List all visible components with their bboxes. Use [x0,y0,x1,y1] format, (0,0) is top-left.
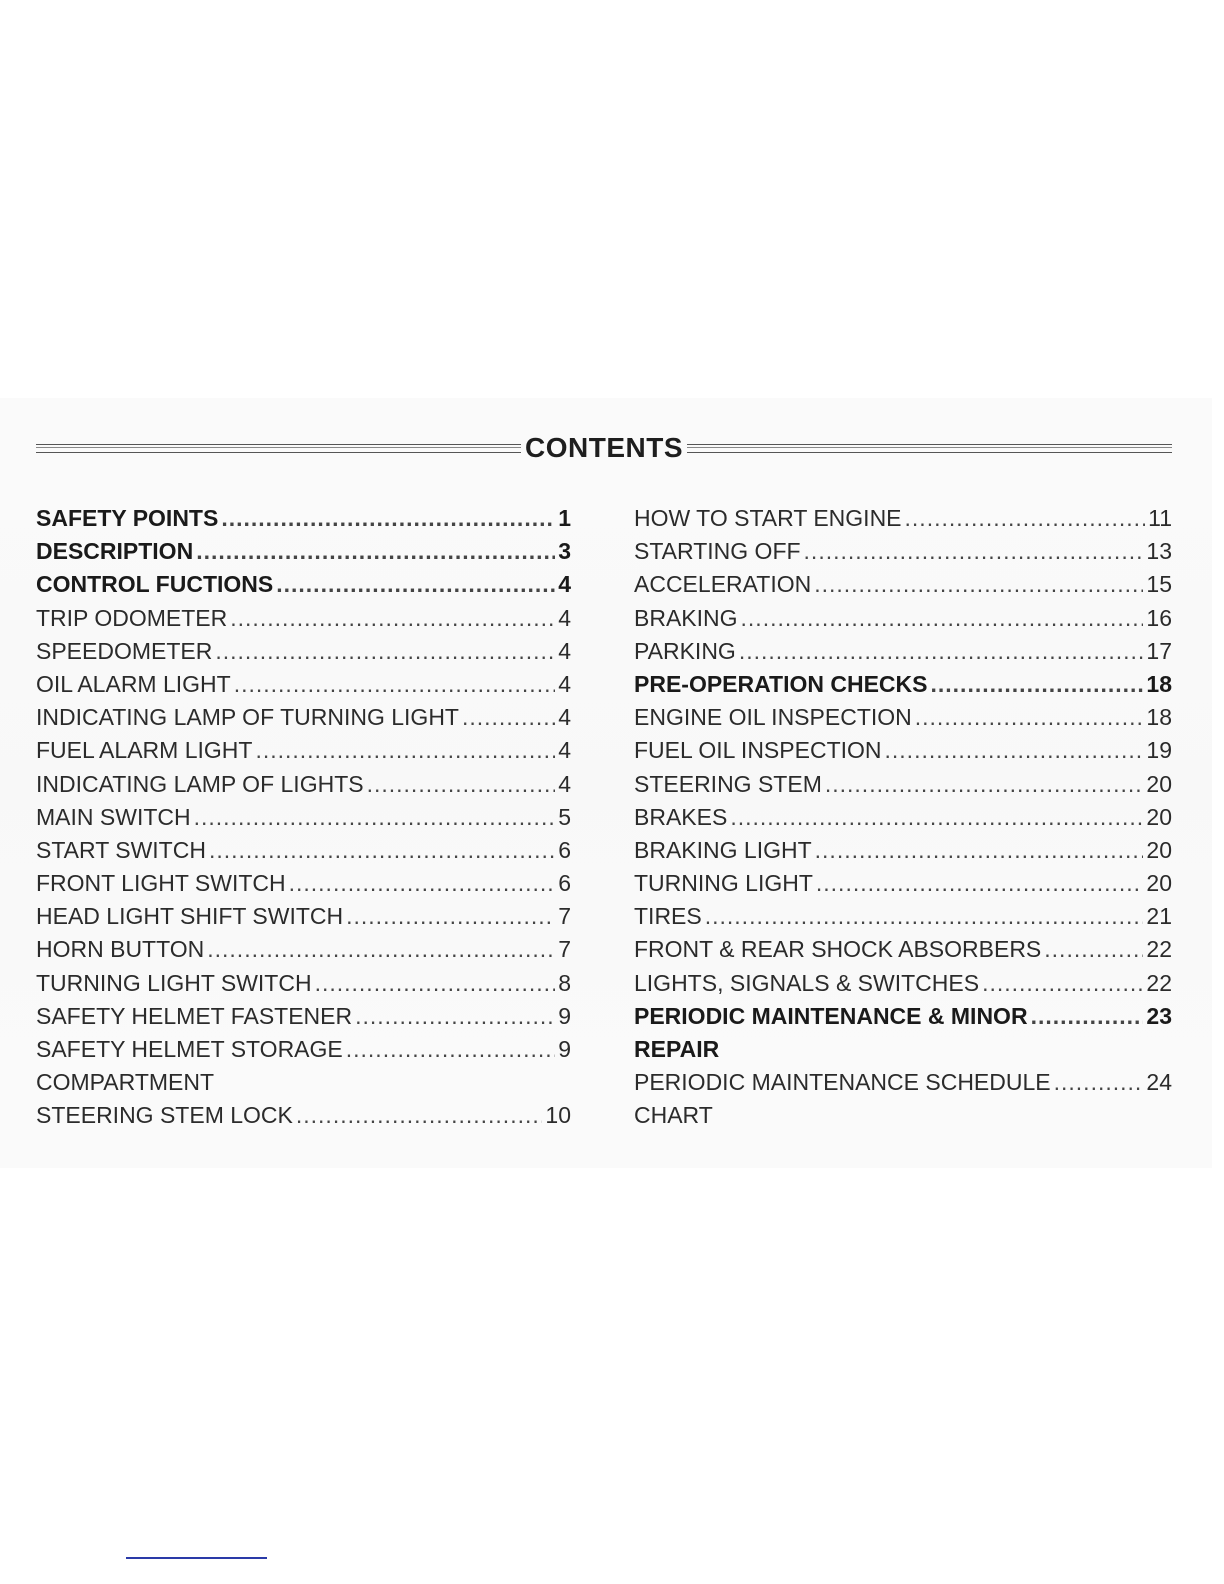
toc-page-number: 4 [558,704,571,731]
dot-leader [215,635,555,668]
toc-entry-continuation: CHART [634,1102,713,1129]
toc-entry[interactable] [36,768,571,801]
toc-page-number: 6 [558,870,571,897]
toc-entry-title: BRAKES [634,803,728,830]
toc-entry[interactable] [634,602,1172,635]
toc-page-number: 20 [1146,836,1172,863]
toc-entry-title: SAFETY HELMET STORAGE [36,1036,343,1062]
dot-leader [296,1099,543,1132]
toc-entry[interactable] [36,1099,571,1132]
toc-page-number: 17 [1146,637,1172,664]
toc-entry-title: INDICATING LAMP OF TURNING LIGHT [36,704,459,731]
toc-page-number: 4 [558,737,571,764]
toc-entry[interactable] [634,535,1172,568]
dot-leader [196,535,555,568]
toc-entry-title: DESCRIPTION [36,538,194,565]
dot-leader [741,602,1144,635]
toc-page-number: 20 [1146,870,1172,897]
toc-entry-title: ENGINE OIL INSPECTION [634,704,912,731]
toc-entry[interactable] [634,1000,1172,1033]
toc-entry[interactable] [634,568,1172,601]
dot-leader [730,801,1143,834]
toc-entry-continuation: COMPARTMENT [36,1069,215,1096]
toc-entry-title: TIRES [634,903,702,930]
dot-leader [346,900,555,933]
toc-entry-title: CONTROL FUCTIONS [36,571,274,598]
dot-leader [825,768,1144,801]
toc-entry-title: TRIP ODOMETER [36,604,228,631]
dot-leader [255,734,555,767]
toc-page-number: 5 [558,803,571,830]
toc-page-number: 11 [1148,505,1172,531]
toc-entry[interactable] [36,834,571,867]
toc-page-number: 7 [558,903,571,930]
toc-entry-title: BRAKING LIGHT [634,836,812,863]
toc-entry[interactable] [634,900,1172,933]
toc-entry[interactable] [36,502,571,535]
toc-page-number: 18 [1146,670,1172,697]
toc-page-number: 13 [1146,538,1172,565]
toc-page-number: 4 [558,604,571,631]
toc-entry-title: INDICATING LAMP OF LIGHTS [36,770,364,797]
toc-page-number: 21 [1146,903,1172,930]
dot-leader [815,834,1144,867]
dot-leader [1054,1066,1144,1099]
dot-leader [276,568,555,601]
toc-page-number: 18 [1146,704,1172,731]
toc-page-number: 20 [1146,770,1172,797]
toc-page-number: 3 [558,538,571,565]
dot-leader [230,602,555,635]
dot-leader [209,834,555,867]
toc-entry-title: FRONT LIGHT SWITCH [36,870,286,897]
toc-page-number: 23 [1146,1002,1172,1029]
toc-entry-title: PRE-OPERATION CHECKS [634,670,928,697]
footer-link-underline[interactable] [126,1557,267,1559]
dot-leader [346,1033,555,1066]
toc-page-number: 1 [558,505,571,531]
dot-leader [315,967,556,1000]
toc-entry[interactable] [634,668,1172,701]
toc-entry[interactable] [634,635,1172,668]
toc-entry-title: STEERING STEM [634,770,822,797]
dot-leader [814,568,1143,601]
toc-entry[interactable] [634,768,1172,801]
toc-entry[interactable] [36,1033,571,1066]
toc-entry[interactable] [36,867,571,900]
toc-page-number: 19 [1146,737,1172,764]
dot-leader [915,701,1144,734]
toc-entry-title: PERIODIC MAINTENANCE & MINOR [634,1002,1028,1029]
header-rule-left [36,444,521,453]
dot-leader [221,502,555,535]
toc-entry[interactable] [36,933,571,966]
toc-entry-title: SAFETY POINTS [36,505,219,531]
toc-entry[interactable] [36,701,571,734]
toc-entry-title: TURNING LIGHT [634,870,813,897]
dot-leader [355,1000,555,1033]
toc-entry[interactable] [36,568,571,601]
toc-entry-title: FUEL OIL INSPECTION [634,737,882,764]
header-rule-right [687,444,1172,453]
toc-entry-title: STEERING STEM LOCK [36,1102,293,1129]
dot-leader [462,701,555,734]
toc-right-column [634,502,1172,1133]
dot-leader [234,668,556,701]
dot-leader [739,635,1144,668]
toc-page-number: 22 [1146,936,1172,963]
toc-entry[interactable] [634,734,1172,767]
dot-leader [816,867,1144,900]
toc-entry[interactable] [36,635,571,668]
toc-page-number: 7 [558,936,571,963]
toc-left-column [36,502,571,1133]
dot-leader [194,801,556,834]
toc-page-number: 4 [558,770,571,797]
dot-leader [982,967,1143,1000]
dot-leader [931,668,1144,701]
page-title: CONTENTS [525,432,683,463]
toc-entry-title: HORN BUTTON [36,936,205,963]
toc-entry[interactable] [36,734,571,767]
toc-entry[interactable] [36,535,571,568]
toc-page-number: 24 [1146,1069,1172,1096]
toc-entry[interactable] [634,1066,1172,1099]
dot-leader [289,867,556,900]
toc-page-number: 9 [558,1002,571,1029]
toc-entry[interactable] [36,801,571,834]
toc-entry[interactable] [36,602,571,635]
toc-entry-title: ACCELERATION [634,571,812,598]
toc-entry[interactable] [36,1000,571,1033]
dot-leader [207,933,555,966]
toc-page-number: 8 [558,969,571,996]
toc-page-number: 15 [1146,571,1172,598]
toc-page-number: 4 [558,571,571,598]
dot-leader [885,734,1144,767]
toc-entry[interactable] [634,801,1172,834]
toc-entry-title: PARKING [634,637,736,664]
toc-entry-title: STARTING OFF [634,538,801,565]
toc-entry[interactable] [634,967,1172,1000]
dot-leader [804,535,1144,568]
toc-entry-title: HOW TO START ENGINE [634,505,902,531]
toc-page-number: 20 [1146,803,1172,830]
toc-page-number: 4 [558,637,571,664]
toc-entry[interactable] [36,900,571,933]
toc-page-number: 9 [558,1036,571,1062]
dot-leader [1031,1000,1144,1033]
dot-leader [705,900,1144,933]
toc-entry-title: SPEEDOMETER [36,637,213,664]
toc-page-number: 16 [1146,604,1172,631]
toc-page-number: 22 [1146,969,1172,996]
dot-leader [367,768,556,801]
toc-entry[interactable] [634,933,1172,966]
toc-entry-title: SAFETY HELMET FASTENER [36,1002,353,1029]
dot-leader [905,502,1146,535]
toc-entry[interactable] [634,701,1172,734]
toc-entry-title: HEAD LIGHT SHIFT SWITCH [36,903,344,930]
toc-entry-title: BRAKING [634,604,738,631]
toc-page-number: 10 [545,1102,571,1129]
toc-entry-title: MAIN SWITCH [36,803,191,830]
toc-page-number: 4 [558,670,571,697]
toc-entry-title: LIGHTS, SIGNALS & SWITCHES [634,969,980,996]
toc-entry-continuation: REPAIR [634,1036,720,1062]
toc-entry[interactable] [36,668,571,701]
toc-entry-title: OIL ALARM LIGHT [36,670,231,697]
toc-entry[interactable] [634,867,1172,900]
toc-entry[interactable] [634,502,1172,535]
toc-entry-title: FRONT & REAR SHOCK ABSORBERS [634,936,1042,963]
toc-entry-title: FUEL ALARM LIGHT [36,737,253,764]
toc-entry-title: PERIODIC MAINTENANCE SCHEDULE [634,1069,1051,1096]
toc-page-number: 6 [558,836,571,863]
contents-header [36,428,1172,468]
dot-leader [1044,933,1143,966]
toc-entry[interactable] [634,834,1172,867]
toc-entry-title: START SWITCH [36,836,206,863]
toc-entry[interactable] [36,967,571,1000]
toc-entry-title: TURNING LIGHT SWITCH [36,969,312,996]
